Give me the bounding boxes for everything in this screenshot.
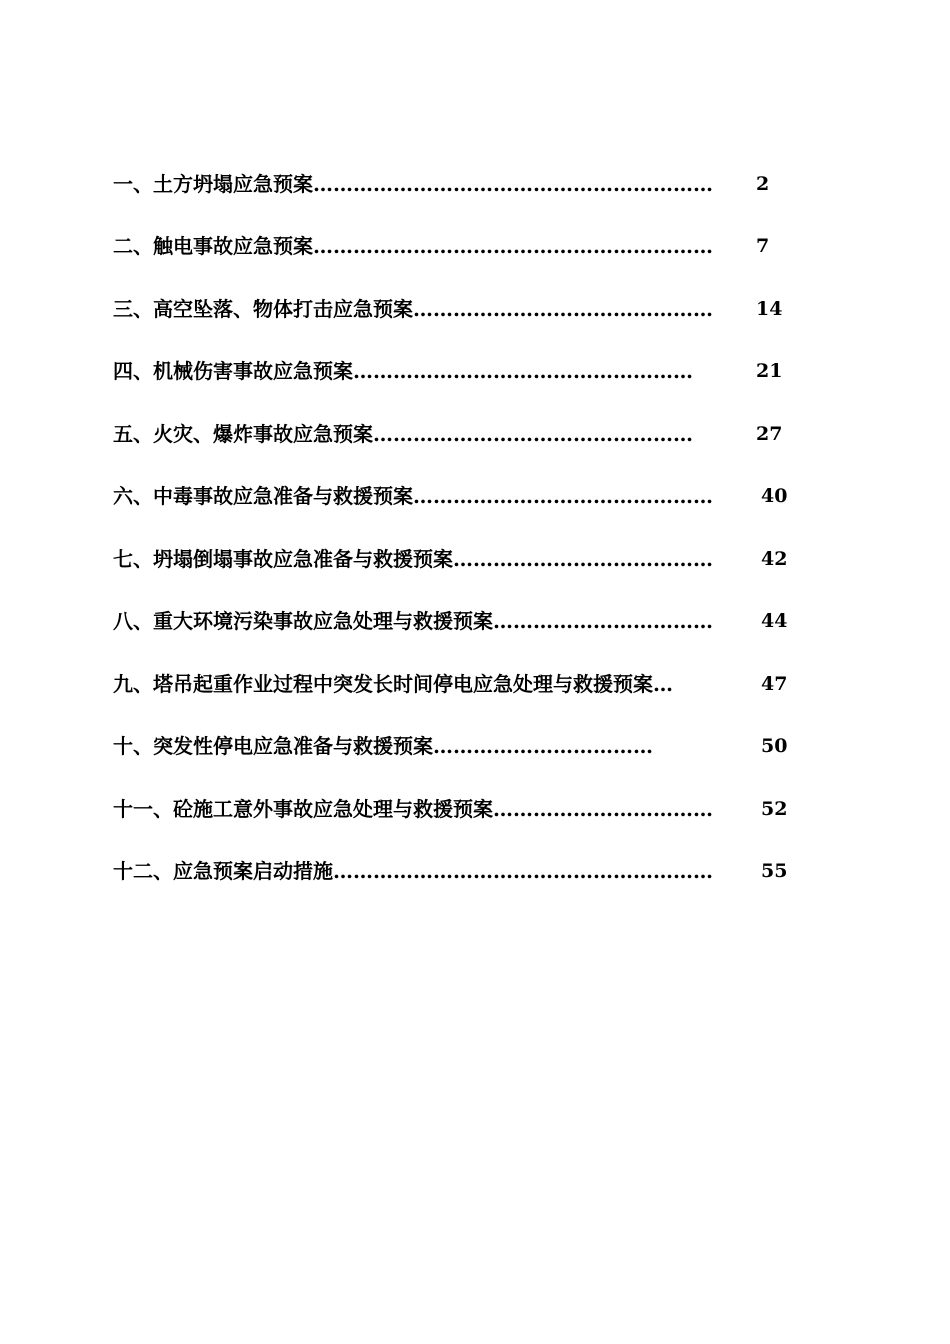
- toc-entry-7: [113, 543, 788, 575]
- toc-entry-page-number: 14: [756, 298, 783, 320]
- toc-entry-page-number: 21: [756, 360, 783, 382]
- toc-entry-page-number: 7: [756, 235, 770, 257]
- toc-entry-title: 二、触电事故应急预案……………………………………………………: [113, 234, 713, 258]
- toc-entry-page-number: 40: [761, 485, 788, 507]
- toc-entry-8: [113, 605, 788, 637]
- toc-entry-page-number: 50: [761, 735, 788, 757]
- toc-entry-title: 七、坍塌倒塌事故应急准备与救援预案…………………………………: [113, 547, 713, 571]
- toc-entry-title: 九、塔吊起重作业过程中突发长时间停电应急处理与救援预案…: [113, 672, 673, 696]
- toc-entry-page-number: 55: [761, 860, 788, 882]
- toc-entry-title: 八、重大环境污染事故应急处理与救援预案……………………………: [113, 609, 713, 633]
- toc-entry-title: 五、火灾、爆炸事故应急预案…………………………………………: [113, 422, 693, 446]
- toc-entry-title: 三、高空坠落、物体打击应急预案………………………………………: [113, 297, 713, 321]
- toc-entry-page-number: 47: [761, 673, 788, 695]
- toc-entry-12: [113, 855, 788, 887]
- toc-entry-6: [113, 480, 788, 512]
- toc-entry-title: 一、土方坍塌应急预案……………………………………………………: [113, 172, 713, 196]
- toc-entry-title: 六、中毒事故应急准备与救援预案………………………………………: [113, 484, 713, 508]
- toc-entry-1: [113, 168, 770, 200]
- toc-entry-2: [113, 230, 770, 262]
- toc-entry-5: [113, 418, 783, 450]
- toc-entry-9: [113, 668, 788, 700]
- toc-entry-title: 十一、砼施工意外事故应急处理与救援预案……………………………: [113, 797, 713, 821]
- toc-entry-page-number: 42: [761, 548, 788, 570]
- toc-entry-page-number: 52: [761, 798, 788, 820]
- toc-entry-3: [113, 293, 783, 325]
- toc-entry-title: 四、机械伤害事故应急预案……………………………………………: [113, 359, 693, 383]
- toc-entry-11: [113, 793, 788, 825]
- toc-entry-4: [113, 355, 783, 387]
- toc-entry-10: [113, 730, 788, 762]
- toc-entry-title: 十二、应急预案启动措施…………………………………………………: [113, 859, 713, 883]
- toc-entry-page-number: 27: [756, 423, 783, 445]
- toc-entry-page-number: 2: [756, 173, 770, 195]
- toc-entry-title: 十、突发性停电应急准备与救援预案……………………………: [113, 734, 653, 758]
- toc-entry-page-number: 44: [761, 610, 788, 632]
